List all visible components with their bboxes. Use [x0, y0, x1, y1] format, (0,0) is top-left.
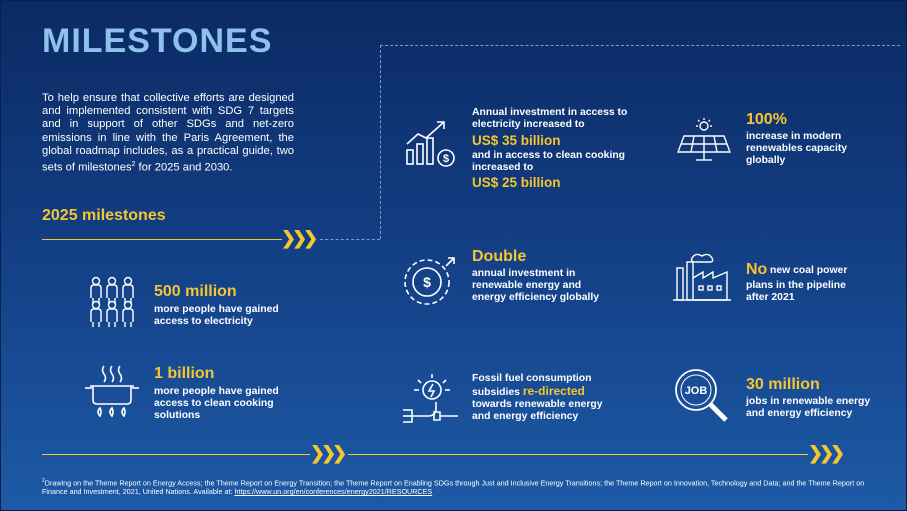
milestone-headline: 100% — [746, 111, 787, 128]
footnote-text: Drawing on the Theme Report on Energy Access; the Theme Report on Energy Transition; the Theme Report on Enabling SDGs through Just and Inclusive Energy Transitions; the Theme Report on Innovation, Technology and Data; and the Theme Report on Finance and Investment, 2021, United Nations. Available at: — [42, 478, 865, 497]
svg-text:$: $ — [423, 274, 431, 290]
milestone-text: annual investment in renewable energy and energy efficiency globally — [472, 268, 600, 303]
milestone-highlight: re-directed — [522, 384, 585, 398]
milestone-amount: US$ 35 billion — [472, 133, 561, 148]
footnote-marker: 2 — [42, 478, 45, 484]
section-title: 2025 milestones — [42, 207, 166, 224]
milestone-text: plans in the pipeline after 2021 — [746, 280, 846, 303]
investment-chart-icon — [404, 118, 456, 170]
cooking-pot-icon — [84, 364, 140, 418]
milestone-headline: Double — [472, 248, 527, 265]
svg-text:$: $ — [442, 153, 450, 165]
intro-paragraph — [42, 92, 294, 175]
people-icon — [88, 276, 136, 328]
milestone-text: increase in modern renewables capacity globally — [746, 131, 848, 166]
intro-superscript: 2 — [131, 161, 136, 169]
dashed-divider-connector — [320, 239, 380, 240]
milestone-headline: No — [746, 261, 768, 278]
factory-icon — [672, 250, 732, 302]
section-underline — [42, 239, 282, 240]
chevron-right-icon: ❯❯❯ — [808, 443, 842, 463]
footnote-link[interactable]: https://www.un.org/en/conferences/energy2021/RESOURCES — [234, 487, 433, 497]
intro-text: To help ensure that collective efforts are designed and implemented consistent with SDG 7 targets and in support of other SDGs and net-zero emissions in line with the Paris Agreement, the global roadmap includes, as a practical guide, two sets of milestones — [42, 92, 294, 174]
job-search-icon — [672, 368, 730, 424]
milestone-text: jobs in renewable energy and energy efficiency — [746, 396, 871, 419]
milestone-text — [472, 373, 612, 423]
bottom-divider-left — [42, 454, 310, 455]
dollar-cycle-icon — [402, 254, 458, 308]
milestone-text: more people have gained access to electricity — [154, 304, 279, 327]
chevron-right-icon: ❯❯❯ — [310, 443, 344, 463]
chevron-right-icon: ❯❯❯ — [281, 228, 315, 248]
milestone-text-post: towards renewable energy and energy efficiency — [472, 399, 603, 422]
milestone-headline: 500 million — [154, 283, 237, 300]
milestone-amount: US$ 25 billion — [472, 175, 561, 190]
dashed-divider-vertical — [380, 45, 381, 239]
bottom-divider-right — [348, 454, 808, 455]
page-title: MILESTONES — [42, 22, 273, 60]
job-label: JOB — [684, 385, 708, 397]
milestone-text: and in access to clean cooking increased to — [472, 150, 626, 173]
intro-text-end: for 2025 and 2030. — [135, 161, 233, 174]
footnote — [42, 477, 882, 496]
milestone-text-inline: new coal power — [770, 265, 848, 276]
dashed-divider-top — [380, 45, 900, 46]
milestone-headline: 30 million — [746, 376, 820, 393]
milestone-text: more people have gained access to clean cooking solutions — [154, 386, 279, 421]
milestone-headline: 1 billion — [154, 365, 215, 382]
solar-panel-icon — [676, 118, 732, 164]
energy-plug-icon — [400, 372, 460, 424]
milestone-text: Annual investment in access to electricity increased to — [472, 107, 628, 130]
milestone-text-pre: Fossil fuel consumption subsidies — [472, 373, 592, 398]
